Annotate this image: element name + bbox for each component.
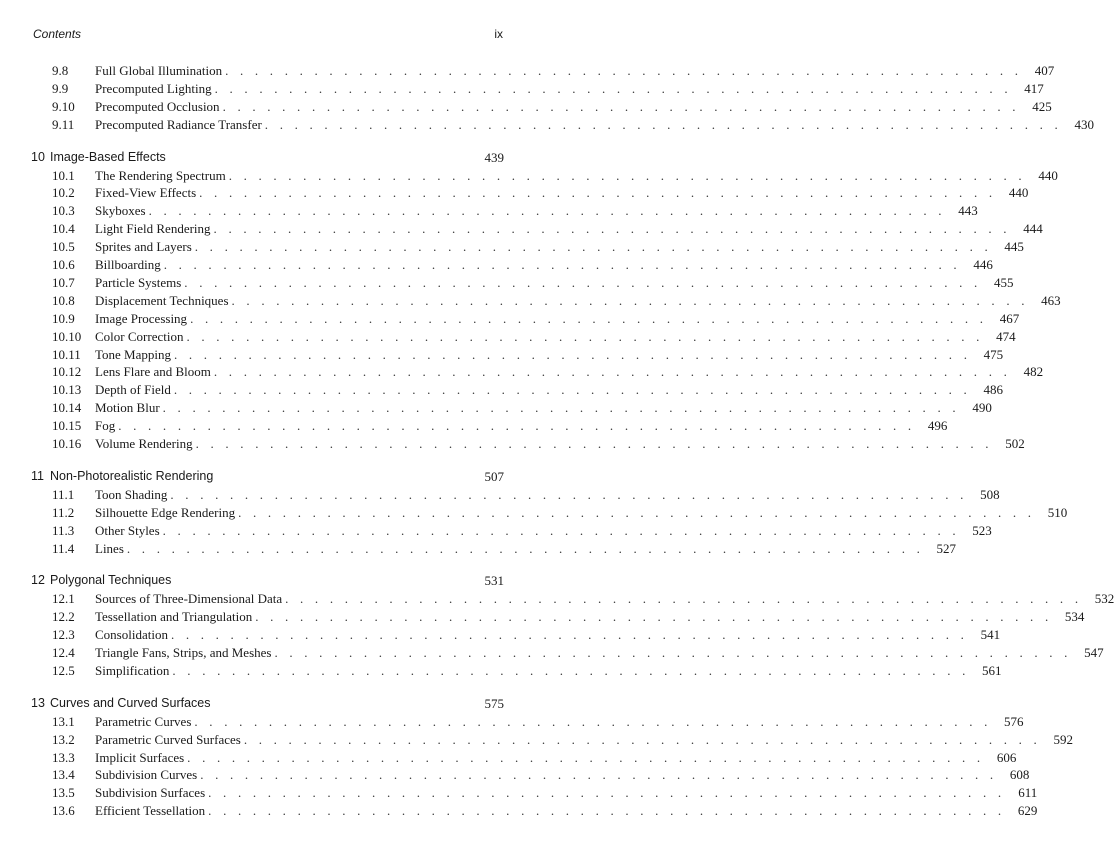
entry-leader-line [95, 540, 957, 557]
section-title: Subdivision Surfaces [95, 785, 208, 801]
toc-entry [52, 328, 1016, 347]
section-page-number: 425 [1032, 98, 1052, 114]
toc-entry [52, 785, 1038, 803]
entry-leader-line [95, 418, 948, 434]
section-title: Fixed-View Effects [95, 185, 199, 201]
section-number: 13.1 [52, 713, 75, 729]
entry-leader-line [95, 80, 1044, 97]
entry-leader-line [95, 436, 1025, 452]
section-page-number: 496 [927, 418, 948, 434]
section-title: Parametric Curved Surfaces [95, 732, 244, 748]
toc-entry [52, 274, 1014, 293]
dot-leader: . . . . . . . . . . . . . . . . . . . . . . . . . . . . . . . . . . . . . . . . . . . . . . . . . . . . . . [208, 803, 1006, 819]
section-page-number: 474 [996, 328, 1016, 344]
entry-leader-line [95, 239, 1024, 255]
section-page-number: 467 [999, 310, 1020, 326]
section-page-number: 523 [972, 522, 992, 538]
dot-leader: . . . . . . . . . . . . . . . . . . . . . . . . . . . . . . . . . . . . . . . . . . . . . . . . . . . . . . [118, 418, 916, 434]
section-number: 10.6 [52, 257, 75, 272]
section-number: 10.16 [52, 436, 82, 451]
section-number: 10.13 [52, 382, 82, 398]
dot-leader: . . . . . . . . . . . . . . . . . . . . . . . . . . . . . . . . . . . . . . . . . . . . . . . . . . . . . . [225, 63, 1023, 78]
section-page-number: 508 [980, 486, 1000, 502]
dot-leader: . . . . . . . . . . . . . . . . . . . . . . . . . . . . . . . . . . . . . . . . . . . . . . . . . . . . . . [186, 328, 984, 344]
section-title: Implicit Surfaces [95, 750, 187, 766]
entry-leader-line [95, 627, 1001, 643]
section-number: 12.4 [52, 645, 75, 660]
dot-leader: . . . . . . . . . . . . . . . . . . . . . . . . . . . . . . . . . . . . . . . . . . . . . . . . . . . . . . [285, 591, 1083, 607]
section-number: 9.10 [52, 98, 75, 114]
dot-leader: . . . . . . . . . . . . . . . . . . . . . . . . . . . . . . . . . . . . . . . . . . . . . . . . . . . . . . [173, 382, 971, 398]
section-title: Displacement Techniques [95, 293, 232, 309]
section-title: Color Correction [95, 329, 186, 345]
toc-entry [52, 346, 1004, 365]
section-title: Other Styles [95, 523, 163, 539]
section-title: Light Field Rendering [95, 221, 214, 237]
section-number: 10.1 [52, 167, 75, 183]
toc-entry [52, 310, 1020, 329]
section-number: 12.5 [52, 662, 75, 678]
dot-leader: . . . . . . . . . . . . . . . . . . . . . . . . . . . . . . . . . . . . . . . . . . . . . . . . . . . . . . [199, 185, 997, 201]
section-title: Volume Rendering [95, 436, 196, 452]
section-page-number: 532 [1094, 591, 1114, 607]
entry-leader-line [95, 767, 1030, 783]
entry-leader-line [95, 382, 1003, 398]
section-page-number: 417 [1024, 80, 1044, 96]
section-title: Subdivision Curves [95, 767, 200, 783]
dot-leader: . . . . . . . . . . . . . . . . . . . . . . . . . . . . . . . . . . . . . . . . . . . . . . . . . . . . . . [255, 609, 1053, 625]
entry-leader-line [95, 257, 993, 273]
section-title: Precomputed Occlusion [95, 99, 223, 115]
dot-leader: . . . . . . . . . . . . . . . . . . . . . . . . . . . . . . . . . . . . . . . . . . . . . . . . . . . . . . [170, 486, 968, 502]
dot-leader: . . . . . . . . . . . . . . . . . . . . . . . . . . . . . . . . . . . . . . . . . . . . . . . . . . . . . . [213, 221, 1011, 237]
section-page-number: 592 [1053, 731, 1073, 747]
section-title: Full Global Illumination [95, 63, 225, 79]
section-number: 13.2 [52, 731, 75, 747]
entry-leader-line [95, 486, 1000, 503]
section-title: Image Processing [95, 311, 190, 327]
dot-leader: . . . . . . . . . . . . . . . . . . . . . . . . . . . . . . . . . . . . . . . . . . . . . . . . . . . . . . [274, 645, 1072, 660]
section-title: Tessellation and Triangulation [95, 609, 255, 625]
chapter-title: Image-Based Effects [50, 149, 166, 164]
chapter-number: 10 [31, 149, 45, 164]
section-page-number: 440 [1038, 167, 1058, 183]
toc-entry [52, 436, 1025, 454]
entry-leader-line [95, 749, 1017, 766]
toc-entry [52, 627, 1001, 645]
chapter-title: Non-Photorealistic Rendering [50, 468, 214, 483]
section-title: Parametric Curves [95, 714, 194, 730]
entry-leader-line [95, 292, 1061, 309]
dot-leader: . . . . . . . . . . . . . . . . . . . . . . . . . . . . . . . . . . . . . . . . . . . . . . . . . . . . . . [243, 731, 1041, 747]
toc-entry [52, 167, 1058, 186]
section-page-number: 430 [1074, 116, 1094, 132]
section-number: 10.12 [52, 364, 82, 380]
section-page-number: 534 [1064, 609, 1085, 625]
chapter-title: Curves and Curved Surfaces [50, 695, 211, 710]
section-title: Fog [95, 418, 118, 434]
section-page-number: 547 [1084, 645, 1104, 660]
toc-entry [52, 486, 1000, 505]
dot-leader: . . . . . . . . . . . . . . . . . . . . . . . . . . . . . . . . . . . . . . . . . . . . . . . . . . . . . . [264, 116, 1062, 132]
section-title: Silhouette Edge Rendering [95, 505, 238, 521]
section-page-number: 608 [1009, 767, 1030, 783]
dot-leader: . . . . . . . . . . . . . . . . . . . . . . . . . . . . . . . . . . . . . . . . . . . . . . . . . . . . . . [126, 540, 925, 556]
chapter-number: 11 [31, 468, 44, 483]
section-page-number: 440 [1008, 185, 1029, 201]
toc-entry [52, 203, 978, 221]
toc-entry [52, 522, 992, 541]
section-number: 11.3 [52, 522, 75, 538]
entry-leader-line [95, 591, 1114, 607]
dot-leader: . . . . . . . . . . . . . . . . . . . . . . . . . . . . . . . . . . . . . . . . . . . . . . . . . . . . . . [213, 364, 1012, 380]
dot-leader: . . . . . . . . . . . . . . . . . . . . . . . . . . . . . . . . . . . . . . . . . . . . . . . . . . . . . . [214, 80, 1012, 96]
toc-entry [52, 400, 992, 418]
section-title: Billboarding [95, 257, 164, 273]
toc-entry [52, 731, 1073, 750]
section-title: Depth of Field [95, 382, 174, 398]
entry-leader-line [95, 364, 1044, 380]
toc-entry [52, 609, 1085, 627]
entry-leader-line [95, 116, 1094, 133]
entry-leader-line [95, 731, 1073, 748]
toc-entry [52, 713, 1024, 732]
toc-entry [52, 418, 948, 436]
section-number: 11.1 [52, 486, 75, 502]
section-page-number: 606 [996, 749, 1017, 765]
section-title: Sources of Three-Dimensional Data [95, 591, 285, 607]
dot-leader: . . . . . . . . . . . . . . . . . . . . . . . . . . . . . . . . . . . . . . . . . . . . . . . . . . . . . . [184, 274, 982, 290]
dot-leader: . . . . . . . . . . . . . . . . . . . . . . . . . . . . . . . . . . . . . . . . . . . . . . . . . . . . . . [170, 627, 969, 643]
toc-entry [52, 98, 1052, 117]
toc-entry [52, 749, 1017, 768]
entry-leader-line [95, 310, 1020, 327]
entry-leader-line [95, 609, 1085, 625]
section-number: 12.2 [52, 609, 75, 625]
section-page-number: 455 [993, 274, 1014, 290]
section-number: 10.8 [52, 292, 75, 308]
section-page-number: 611 [1018, 785, 1038, 801]
section-page-number: 629 [1017, 803, 1038, 819]
section-page-number: 510 [1047, 504, 1068, 520]
entry-leader-line [95, 346, 1004, 363]
dot-leader: . . . . . . . . . . . . . . . . . . . . . . . . . . . . . . . . . . . . . . . . . . . . . . . . . . . . . . [231, 292, 1029, 308]
toc-entry [52, 504, 1068, 523]
section-number: 10.7 [52, 274, 75, 290]
chapter-number: 12 [31, 573, 45, 588]
section-title: Toon Shading [95, 487, 170, 503]
entry-leader-line [95, 504, 1068, 521]
entry-leader-line [95, 662, 1002, 679]
dot-leader: . . . . . . . . . . . . . . . . . . . . . . . . . . . . . . . . . . . . . . . . . . . . . . . . . . . . . . [195, 436, 993, 451]
section-number: 10.4 [52, 221, 75, 237]
section-title: Sprites and Layers [95, 239, 195, 255]
chapter-page-number: 507 [484, 468, 504, 484]
entry-leader-line [95, 803, 1038, 819]
section-page-number: 541 [980, 627, 1001, 643]
toc-entry [52, 63, 1055, 81]
section-number: 9.11 [52, 116, 75, 132]
toc-entry [52, 221, 1043, 239]
chapter-page-number: 531 [484, 573, 504, 589]
dot-leader: . . . . . . . . . . . . . . . . . . . . . . . . . . . . . . . . . . . . . . . . . . . . . . . . . . . . . . [172, 662, 970, 678]
section-page-number: 576 [1004, 713, 1024, 729]
dot-leader: . . . . . . . . . . . . . . . . . . . . . . . . . . . . . . . . . . . . . . . . . . . . . . . . . . . . . . [190, 310, 988, 326]
section-number: 13.5 [52, 785, 75, 801]
section-title: Precomputed Radiance Transfer [95, 117, 265, 133]
running-header-title: Contents [33, 27, 82, 41]
dot-leader: . . . . . . . . . . . . . . . . . . . . . . . . . . . . . . . . . . . . . . . . . . . . . . . . . . . . . . [200, 767, 998, 783]
dot-leader: . . . . . . . . . . . . . . . . . . . . . . . . . . . . . . . . . . . . . . . . . . . . . . . . . . . . . . [194, 713, 992, 729]
section-title: Tone Mapping [95, 347, 174, 363]
entry-leader-line [95, 185, 1029, 201]
entry-leader-line [95, 328, 1016, 345]
toc-entry [52, 382, 1003, 400]
section-page-number: 463 [1041, 292, 1061, 308]
section-number: 12.1 [52, 591, 75, 607]
section-number: 9.9 [52, 80, 69, 96]
page-number: ix [494, 27, 503, 41]
page-header [33, 27, 503, 43]
section-number: 10.11 [52, 346, 81, 362]
section-number: 10.2 [52, 185, 75, 201]
entry-leader-line [95, 203, 978, 219]
dot-leader: . . . . . . . . . . . . . . . . . . . . . . . . . . . . . . . . . . . . . . . . . . . . . . . . . . . . . . [174, 346, 972, 362]
section-page-number: 502 [1005, 436, 1025, 451]
toc-entry [52, 292, 1061, 311]
section-number: 13.6 [52, 803, 75, 819]
section-title: The Rendering Spectrum [95, 168, 229, 184]
entry-leader-line [95, 274, 1014, 291]
section-number: 12.3 [52, 627, 75, 643]
section-page-number: 443 [958, 203, 978, 219]
section-title: Consolidation [95, 627, 171, 643]
toc-entry [52, 591, 1114, 609]
dot-leader: . . . . . . . . . . . . . . . . . . . . . . . . . . . . . . . . . . . . . . . . . . . . . . . . . . . . . . [163, 257, 961, 272]
section-number: 13.3 [52, 749, 75, 765]
entry-leader-line [95, 167, 1058, 184]
toc-entry [52, 185, 1029, 203]
entry-leader-line [95, 713, 1024, 730]
section-title: Skyboxes [95, 203, 149, 219]
dot-leader: . . . . . . . . . . . . . . . . . . . . . . . . . . . . . . . . . . . . . . . . . . . . . . . . . . . . . . [148, 203, 946, 219]
toc-entry [52, 80, 1044, 99]
entry-leader-line [95, 98, 1052, 115]
toc-entry [52, 257, 993, 275]
chapter-page-number: 575 [484, 695, 504, 711]
dot-leader: . . . . . . . . . . . . . . . . . . . . . . . . . . . . . . . . . . . . . . . . . . . . . . . . . . . . . . [162, 400, 960, 416]
section-title: Lines [95, 541, 127, 557]
dot-leader: . . . . . . . . . . . . . . . . . . . . . . . . . . . . . . . . . . . . . . . . . . . . . . . . . . . . . . [194, 239, 992, 255]
dot-leader: . . . . . . . . . . . . . . . . . . . . . . . . . . . . . . . . . . . . . . . . . . . . . . . . . . . . . . [187, 749, 985, 765]
section-title: Efficient Tessellation [95, 803, 208, 819]
section-number: 10.15 [52, 418, 82, 434]
chapter-title: Polygonal Techniques [50, 573, 172, 588]
section-number: 13.4 [52, 767, 75, 783]
dot-leader: . . . . . . . . . . . . . . . . . . . . . . . . . . . . . . . . . . . . . . . . . . . . . . . . . . . . . . [238, 504, 1036, 520]
section-page-number: 407 [1034, 63, 1055, 78]
section-title: Precomputed Lighting [95, 81, 215, 97]
section-title: Simplification [95, 663, 172, 679]
dot-leader: . . . . . . . . . . . . . . . . . . . . . . . . . . . . . . . . . . . . . . . . . . . . . . . . . . . . . . [222, 98, 1020, 114]
chapter-heading [31, 696, 504, 714]
toc-entry [52, 803, 1038, 821]
toc-entry [52, 767, 1030, 785]
section-number: 11.4 [52, 540, 75, 556]
section-page-number: 444 [1023, 221, 1043, 237]
toc-entry [52, 116, 1094, 135]
chapter-heading [31, 469, 504, 487]
toc-entry [52, 364, 1044, 382]
entry-leader-line [95, 645, 1104, 661]
section-number: 10.14 [52, 400, 82, 416]
entry-leader-line [95, 522, 992, 539]
section-number: 9.8 [52, 63, 69, 78]
entry-leader-line [95, 400, 992, 416]
section-page-number: 527 [936, 540, 957, 556]
section-title: Triangle Fans, Strips, and Meshes [95, 645, 274, 661]
entry-leader-line [95, 785, 1038, 801]
section-title: Lens Flare and Bloom [95, 364, 214, 380]
section-number: 10.9 [52, 310, 75, 326]
section-title: Motion Blur [95, 400, 163, 416]
chapter-number: 13 [31, 695, 45, 710]
section-page-number: 486 [983, 382, 1003, 398]
dot-leader: . . . . . . . . . . . . . . . . . . . . . . . . . . . . . . . . . . . . . . . . . . . . . . . . . . . . . . [208, 785, 1006, 801]
chapter-heading [31, 573, 504, 591]
entry-leader-line [95, 221, 1043, 237]
dot-leader: . . . . . . . . . . . . . . . . . . . . . . . . . . . . . . . . . . . . . . . . . . . . . . . . . . . . . . [162, 522, 960, 538]
section-number: 10.5 [52, 239, 75, 255]
section-page-number: 446 [973, 257, 993, 272]
toc-entry [52, 645, 1104, 663]
section-page-number: 445 [1004, 239, 1024, 255]
chapter-page-number: 439 [484, 149, 504, 165]
section-number: 11.2 [52, 504, 75, 520]
chapter-heading [31, 150, 504, 168]
section-number: 10.3 [52, 203, 75, 219]
section-page-number: 561 [982, 662, 1002, 678]
toc-entry [52, 662, 1002, 681]
toc-entry [52, 239, 1024, 257]
section-page-number: 482 [1023, 364, 1044, 380]
section-page-number: 475 [983, 346, 1004, 362]
dot-leader: . . . . . . . . . . . . . . . . . . . . . . . . . . . . . . . . . . . . . . . . . . . . . . . . . . . . . . [228, 167, 1026, 183]
entry-leader-line [95, 63, 1055, 79]
section-title: Particle Systems [95, 275, 184, 291]
section-page-number: 490 [972, 400, 992, 416]
section-number: 10.10 [52, 328, 82, 344]
toc-entry [52, 540, 957, 559]
